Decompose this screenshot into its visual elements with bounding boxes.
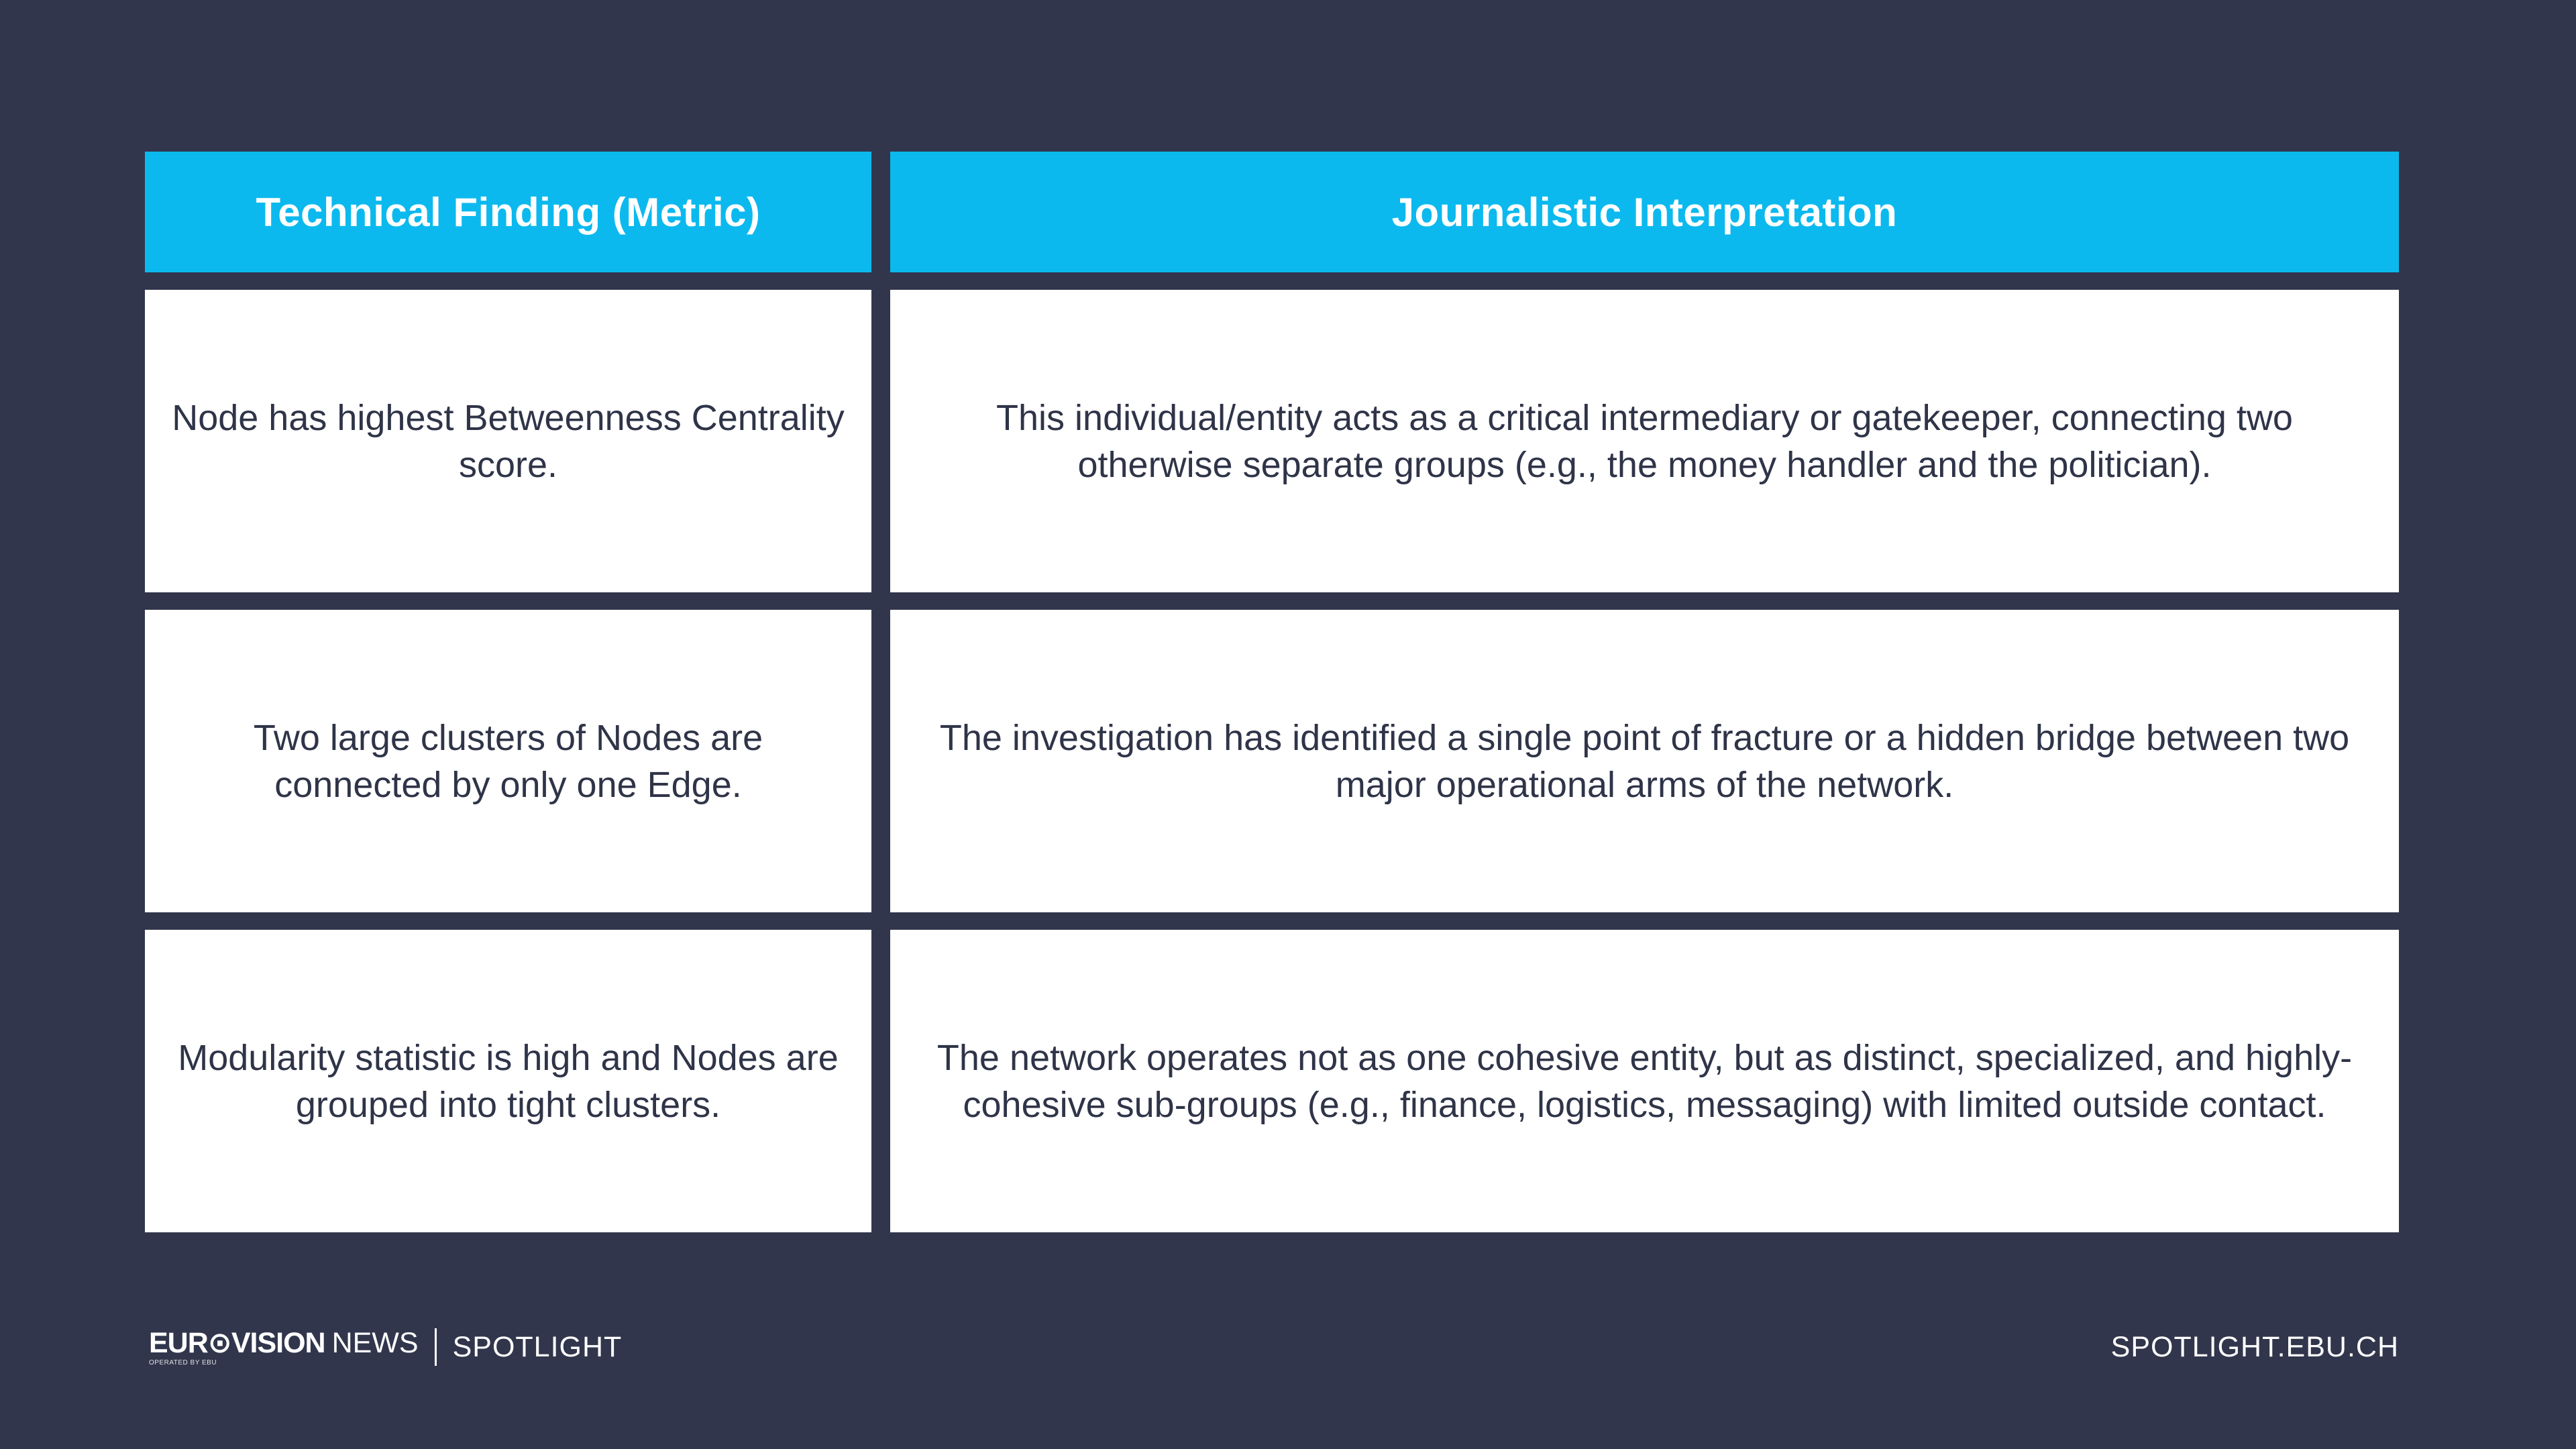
header-journalistic-interpretation: Journalistic Interpretation xyxy=(890,152,2399,272)
row-2-interpretation: The investigation has identified a single point of fracture or a hidden bridge between two major operational arms of the network. xyxy=(890,610,2399,912)
spotlight-label: SPOTLIGHT xyxy=(452,1330,623,1363)
footer-url: SPOTLIGHT.EBU.CH xyxy=(2110,1330,2399,1363)
row-1-metric: Node has highest Betweenness Centrality score. xyxy=(145,290,871,592)
eurovision-news-logo xyxy=(149,1327,419,1367)
footer-divider xyxy=(435,1328,437,1366)
row-3-interpretation: The network operates not as one cohesive entity, but as distinct, specialized, and highly-cohesive sub-groups (e.g., finance, logistics, messaging) with limited outside contact. xyxy=(890,930,2399,1232)
row-2-metric: Two large clusters of Nodes are connected by only one Edge. xyxy=(145,610,871,912)
row-1-interpretation: This individual/entity acts as a critical intermediary or gatekeeper, connecting two otherwise separate groups (e.g., the money handler and the politician). xyxy=(890,290,2399,592)
footer-branding xyxy=(149,1327,622,1367)
row-3-metric: Modularity statistic is high and Nodes are grouped into tight clusters. xyxy=(145,930,871,1232)
header-technical-finding: Technical Finding (Metric) xyxy=(145,152,871,272)
brand-news: NEWS xyxy=(331,1327,419,1359)
brand-operated-by: OPERATED BY EBU xyxy=(149,1359,217,1366)
brand-eurovision: EUR⊙VISION xyxy=(149,1327,325,1359)
findings-table xyxy=(145,152,2399,1232)
